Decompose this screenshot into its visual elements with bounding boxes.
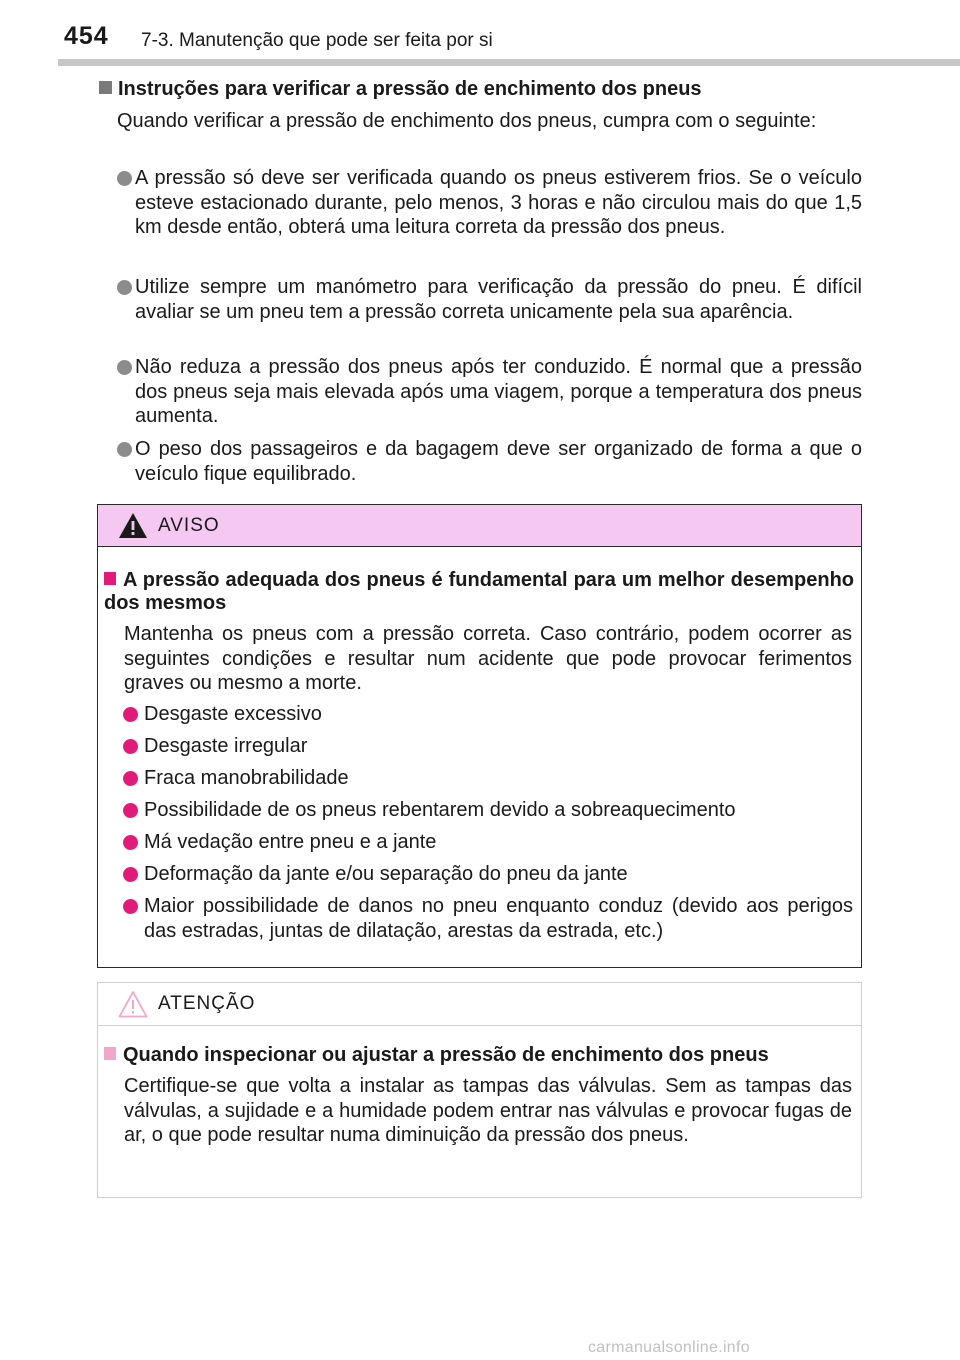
bullet-dot-icon [123, 835, 138, 850]
caution-label: ATENÇÃO [158, 993, 256, 1014]
list-item-text: Possibilidade de os pneus rebentarem devido a sobreaquecimento [144, 799, 736, 821]
list-item-text: Deformação da jante e/ou separação do pneu da jante [144, 863, 628, 885]
caution-box [97, 982, 862, 1198]
list-item [117, 355, 862, 429]
list-item [123, 702, 853, 727]
square-bullet-icon [104, 1047, 116, 1060]
warning-box-header [98, 505, 861, 547]
list-item [123, 830, 853, 855]
caution-text: Certifique-se que volta a instalar as tampas das válvulas. Sem as tampas das válvulas, a sujidade e a humidade podem entrar nas válvulas e provocar fugas de ar, o que pode resultar numa diminuição da pressão dos pneus. [124, 1075, 852, 1146]
square-bullet-icon [104, 572, 116, 585]
page-header [0, 0, 960, 66]
list-item-text: Má vedação entre pneu e a jante [144, 831, 437, 853]
warning-box [97, 504, 862, 968]
warning-heading-text: A pressão adequada dos pneus é fundamental para um melhor desempenho dos mesmos [104, 569, 854, 614]
bullet-dot-icon [123, 899, 138, 914]
list-item [123, 734, 853, 759]
list-item [123, 862, 853, 887]
list-item-text: Não reduza a pressão dos pneus após ter conduzido. É normal que a pressão dos pneus seja mais elevada após uma viagem, porque a temperatura dos pneus aumenta. [135, 356, 862, 427]
footer-watermark: carmanualsonline.info [588, 1339, 750, 1356]
list-item [123, 798, 853, 823]
warning-heading [104, 569, 854, 615]
section-heading [99, 78, 702, 101]
list-item-text: O peso dos passageiros e da bagagem deve ser organizado de forma a que o veículo fique equilibrado. [135, 438, 862, 485]
bullet-dot-icon [123, 867, 138, 882]
caution-heading-text: Quando inspecionar ou ajustar a pressão de enchimento dos pneus [123, 1044, 769, 1066]
bullet-dot-icon [117, 442, 132, 457]
list-item [123, 766, 853, 791]
caution-box-header [98, 983, 861, 1026]
bullet-dot-icon [123, 803, 138, 818]
intro-paragraph: Quando verificar a pressão de enchimento dos pneus, cumpra com o seguinte: [117, 110, 817, 132]
list-item-text: Utilize sempre um manómetro para verificação da pressão do pneu. É difícil avaliar se um pneu tem a pressão correta unicamente pela sua aparência. [135, 276, 862, 323]
warning-triangle-icon [118, 512, 148, 539]
list-item [117, 437, 862, 486]
list-item [123, 894, 853, 943]
list-item-text: A pressão só deve ser verificada quando os pneus estiverem frios. Se o veículo esteve estacionado durante, pelo menos, 3 horas e não circulou mais do que 1,5 km desde então, obterá uma leitura correta da pressão dos pneus. [135, 167, 862, 238]
caution-heading [104, 1044, 854, 1067]
header-rule [58, 59, 960, 66]
list-item-text: Maior possibilidade de danos no pneu enquanto conduz (devido aos perigos das estradas, juntas de dilatação, arestas da estrada, etc.) [144, 895, 853, 942]
warning-text: Mantenha os pneus com a pressão correta. Caso contrário, podem ocorrer as seguintes condições e resultar num acidente que pode provocar ferimentos graves ou mesmo a morte. [124, 623, 852, 694]
bullet-dot-icon [123, 739, 138, 754]
bullet-dot-icon [117, 280, 132, 295]
section-heading-text: Instruções para verificar a pressão de enchimento dos pneus [118, 78, 702, 100]
bullet-dot-icon [117, 360, 132, 375]
square-bullet-icon [99, 81, 112, 94]
list-item [117, 275, 862, 324]
bullet-dot-icon [117, 171, 132, 186]
bullet-dot-icon [123, 707, 138, 722]
warning-label: AVISO [158, 515, 220, 536]
page-number: 454 [64, 22, 109, 50]
caution-triangle-icon [118, 990, 148, 1018]
list-item-text: Desgaste excessivo [144, 703, 322, 725]
list-item-text: Fraca manobrabilidade [144, 767, 349, 789]
list-item-text: Desgaste irregular [144, 735, 308, 757]
bullet-dot-icon [123, 771, 138, 786]
section-title: 7-3. Manutenção que pode ser feita por si [141, 30, 493, 51]
list-item [117, 166, 862, 240]
